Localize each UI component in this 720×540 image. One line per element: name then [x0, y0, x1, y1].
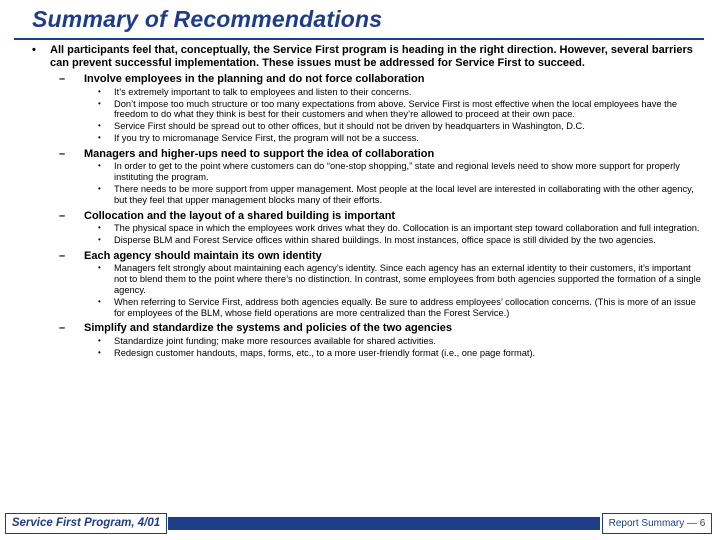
section-4 [32, 250, 702, 319]
section-3 [32, 210, 702, 246]
list-item [32, 223, 702, 234]
section-heading [32, 148, 702, 161]
bullet-marker: • [98, 296, 101, 306]
list-item-text: Service First should be spread out to other offices, but it should not be driven by headquarters in Washington, D.C. [114, 121, 585, 132]
list-item-text: Disperse BLM and Forest Service offices within shared buildings. In most instances, office space is still divided by the two agencies. [114, 234, 656, 245]
bullet-marker: • [98, 161, 101, 171]
section-2 [32, 148, 702, 206]
list-item-text: Managers felt strongly about maintaining each agency’s identity. Since each agency has an external identity to their customers, it’s important not to blend them to the point where there’s no distinction. In contrast, some employees from both agencies supported the formation of a single agency. [114, 263, 701, 295]
list-item [32, 348, 702, 359]
dash-marker: – [59, 209, 66, 222]
section-heading-text: Involve employees in the planning and do not force collaboration [84, 73, 425, 86]
dash-marker: – [59, 73, 66, 86]
dash-marker: – [59, 249, 66, 262]
footer-page-label: Report Summary — 6 [602, 513, 712, 534]
list-item-text: Don’t impose too much structure or too many expectations from above. Service First is most effective when the local employees have the freedom to do what they think is best for their customers and when they’re allowed to proceed at their own pace. [114, 98, 678, 120]
section-heading [32, 73, 702, 86]
bullet-marker: • [98, 335, 101, 345]
bullet-marker: • [98, 98, 101, 108]
list-item-text: Standardize joint funding; make more resources available for shared activities. [114, 335, 436, 346]
list-item [32, 235, 702, 246]
list-item [32, 99, 702, 121]
list-item [32, 263, 702, 295]
main-point [32, 44, 702, 69]
list-item [32, 336, 702, 347]
main-point-text: All participants feel that, conceptually, the Service First program is heading in the right direction. However, several barriers can prevent successful implementation. These issues must be addressed for Service First to succeed. [50, 44, 693, 69]
section-heading-text: Simplify and standardize the systems and policies of the two agencies [84, 322, 452, 335]
list-item-text: When referring to Service First, address both agencies equally. Be sure to address employees’ collocation concerns. (This is more of an issue for employees of the BLM, whose field operations are more centralized than the Forest Service.) [114, 296, 696, 318]
bullet-marker: • [98, 347, 101, 357]
bullet-marker: • [98, 132, 101, 142]
list-item [32, 297, 702, 319]
bullet-marker: • [98, 86, 101, 96]
section-heading-text: Each agency should maintain its own identity [84, 249, 322, 262]
list-item-text: Redesign customer handouts, maps, forms, etc., to a more user-friendly format (i.e., one page format). [114, 347, 536, 358]
list-item [32, 133, 702, 144]
bullet-marker: • [98, 234, 101, 244]
bullet-marker: • [32, 44, 36, 56]
title-underline [14, 38, 704, 40]
list-item-text: The physical space in which the employees work drives what they do. Collocation is an important step toward collaboration and full integration. [114, 223, 700, 234]
list-item [32, 87, 702, 98]
slide-content [32, 44, 702, 359]
section-1 [32, 73, 702, 144]
section-heading [32, 250, 702, 263]
section-5 [32, 322, 702, 358]
bullet-marker: • [98, 183, 101, 193]
bullet-marker: • [98, 263, 101, 273]
bullet-marker: • [98, 121, 101, 131]
list-item-text: There needs to be more support from upper management. Most people at the local level are interested in collaborating with the other agency, but they feel that upper management blocks many of their efforts. [114, 183, 694, 205]
dash-marker: – [59, 147, 66, 160]
list-item [32, 161, 702, 183]
page-title: Summary of Recommendations [32, 6, 383, 32]
list-item-text: It’s extremely important to talk to employees and listen to their concerns. [114, 86, 412, 97]
section-heading-text: Managers and higher-ups need to support the idea of collaboration [84, 147, 435, 160]
list-item-text: If you try to micromanage Service First, the program will not be a success. [114, 132, 419, 143]
section-heading-text: Collocation and the layout of a shared building is important [84, 209, 396, 222]
list-item-text: In order to get to the point where customers can do “one-stop shopping,” state and regional levels need to show more support for properly instituting the program. [114, 161, 680, 183]
section-heading [32, 210, 702, 223]
list-item [32, 184, 702, 206]
bullet-marker: • [98, 223, 101, 233]
footer-program-label: Service First Program, 4/01 [5, 513, 167, 534]
footer-bar [168, 517, 600, 530]
section-heading [32, 322, 702, 335]
dash-marker: – [59, 322, 66, 335]
list-item [32, 121, 702, 132]
